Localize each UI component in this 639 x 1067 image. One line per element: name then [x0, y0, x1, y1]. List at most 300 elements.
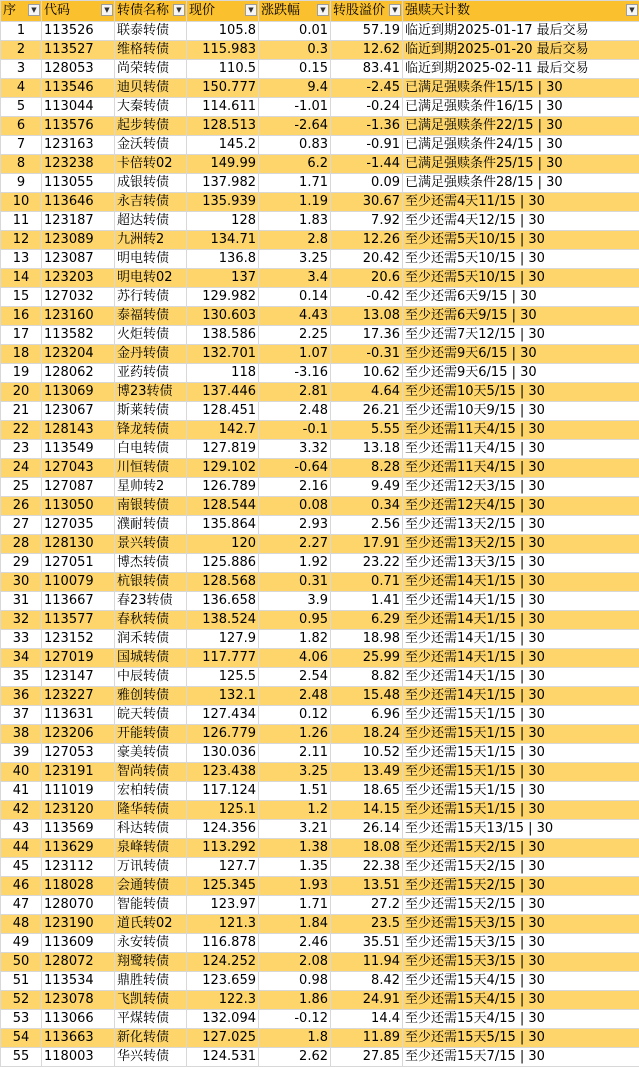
cell-count[interactable]: 已满足强赎条件16/15 | 30 [403, 98, 639, 117]
cell-count[interactable]: 至少还需10天9/15 | 30 [403, 402, 639, 421]
cell-price[interactable]: 149.99 [187, 155, 259, 174]
cell-code[interactable]: 123238 [42, 155, 115, 174]
cell-price[interactable]: 128.568 [187, 573, 259, 592]
cell-change[interactable]: 2.62 [259, 1048, 331, 1067]
cell-code[interactable]: 113576 [42, 117, 115, 136]
cell-premium[interactable]: 26.14 [331, 820, 403, 839]
cell-count[interactable]: 已满足强赎条件22/15 | 30 [403, 117, 639, 136]
cell-count[interactable]: 至少还需15天3/15 | 30 [403, 915, 639, 934]
cell-code[interactable]: 111019 [42, 782, 115, 801]
cell-name[interactable]: 苏行转债 [115, 288, 187, 307]
cell-price[interactable]: 127.7 [187, 858, 259, 877]
cell-idx[interactable]: 25 [1, 478, 42, 497]
cell-name[interactable]: 锋龙转债 [115, 421, 187, 440]
cell-change[interactable]: 3.21 [259, 820, 331, 839]
cell-change[interactable]: 0.83 [259, 136, 331, 155]
cell-premium[interactable]: 27.85 [331, 1048, 403, 1067]
cell-name[interactable]: 九洲转2 [115, 231, 187, 250]
cell-price[interactable]: 132.094 [187, 1010, 259, 1029]
cell-code[interactable]: 113549 [42, 440, 115, 459]
cell-change[interactable]: 2.8 [259, 231, 331, 250]
cell-price[interactable]: 137 [187, 269, 259, 288]
cell-idx[interactable]: 18 [1, 345, 42, 364]
cell-idx[interactable]: 29 [1, 554, 42, 573]
cell-change[interactable]: 1.71 [259, 174, 331, 193]
cell-change[interactable]: 0.98 [259, 972, 331, 991]
cell-price[interactable]: 124.531 [187, 1048, 259, 1067]
cell-idx[interactable]: 5 [1, 98, 42, 117]
cell-name[interactable]: 白电转债 [115, 440, 187, 459]
cell-name[interactable]: 宏柏转债 [115, 782, 187, 801]
cell-premium[interactable]: 12.62 [331, 41, 403, 60]
cell-count[interactable]: 至少还需14天1/15 | 30 [403, 668, 639, 687]
cell-code[interactable]: 113582 [42, 326, 115, 345]
cell-name[interactable]: 火炬转债 [115, 326, 187, 345]
cell-code[interactable]: 123112 [42, 858, 115, 877]
cell-premium[interactable]: 9.49 [331, 478, 403, 497]
cell-change[interactable]: 2.48 [259, 402, 331, 421]
cell-change[interactable]: 0.01 [259, 22, 331, 41]
cell-idx[interactable]: 23 [1, 440, 42, 459]
cell-change[interactable]: 1.26 [259, 725, 331, 744]
cell-name[interactable]: 道氏转02 [115, 915, 187, 934]
cell-price[interactable]: 129.982 [187, 288, 259, 307]
cell-change[interactable]: 3.25 [259, 250, 331, 269]
cell-code[interactable]: 128072 [42, 953, 115, 972]
cell-premium[interactable]: 26.21 [331, 402, 403, 421]
cell-price[interactable]: 142.7 [187, 421, 259, 440]
cell-idx[interactable]: 44 [1, 839, 42, 858]
cell-idx[interactable]: 53 [1, 1010, 42, 1029]
cell-count[interactable]: 至少还需4天11/15 | 30 [403, 193, 639, 212]
cell-change[interactable]: 2.81 [259, 383, 331, 402]
cell-name[interactable]: 川恒转债 [115, 459, 187, 478]
cell-price[interactable]: 127.025 [187, 1029, 259, 1048]
cell-change[interactable]: 2.25 [259, 326, 331, 345]
cell-name[interactable]: 南银转债 [115, 497, 187, 516]
cell-code[interactable]: 123120 [42, 801, 115, 820]
cell-code[interactable]: 118003 [42, 1048, 115, 1067]
cell-premium[interactable]: 14.15 [331, 801, 403, 820]
cell-change[interactable]: 0.3 [259, 41, 331, 60]
cell-name[interactable]: 超达转债 [115, 212, 187, 231]
cell-idx[interactable]: 35 [1, 668, 42, 687]
cell-price[interactable]: 113.292 [187, 839, 259, 858]
cell-premium[interactable]: 23.5 [331, 915, 403, 934]
cell-count[interactable]: 至少还需12天4/15 | 30 [403, 497, 639, 516]
cell-count[interactable]: 至少还需9天6/15 | 30 [403, 345, 639, 364]
cell-idx[interactable]: 30 [1, 573, 42, 592]
cell-code[interactable]: 128070 [42, 896, 115, 915]
cell-premium[interactable]: 11.94 [331, 953, 403, 972]
cell-premium[interactable]: 0.09 [331, 174, 403, 193]
cell-price[interactable]: 128.513 [187, 117, 259, 136]
cell-count[interactable]: 至少还需15天2/15 | 30 [403, 896, 639, 915]
cell-price[interactable]: 134.71 [187, 231, 259, 250]
cell-code[interactable]: 113069 [42, 383, 115, 402]
cell-code[interactable]: 113066 [42, 1010, 115, 1029]
cell-price[interactable]: 122.3 [187, 991, 259, 1010]
cell-premium[interactable]: -2.45 [331, 79, 403, 98]
cell-count[interactable]: 至少还需14天1/15 | 30 [403, 611, 639, 630]
cell-price[interactable]: 127.434 [187, 706, 259, 725]
cell-code[interactable]: 123204 [42, 345, 115, 364]
cell-name[interactable]: 维格转债 [115, 41, 187, 60]
cell-name[interactable]: 明电转02 [115, 269, 187, 288]
cell-idx[interactable]: 50 [1, 953, 42, 972]
cell-count[interactable]: 已满足强赎条件24/15 | 30 [403, 136, 639, 155]
cell-premium[interactable]: 18.24 [331, 725, 403, 744]
cell-code[interactable]: 127087 [42, 478, 115, 497]
cell-premium[interactable]: -1.44 [331, 155, 403, 174]
cell-price[interactable]: 121.3 [187, 915, 259, 934]
cell-name[interactable]: 科达转债 [115, 820, 187, 839]
cell-code[interactable]: 123152 [42, 630, 115, 649]
cell-name[interactable]: 春秋转债 [115, 611, 187, 630]
cell-count[interactable]: 至少还需14天1/15 | 30 [403, 630, 639, 649]
cell-code[interactable]: 123187 [42, 212, 115, 231]
cell-idx[interactable]: 46 [1, 877, 42, 896]
cell-name[interactable]: 博杰转债 [115, 554, 187, 573]
cell-count[interactable]: 至少还需15天4/15 | 30 [403, 1010, 639, 1029]
cell-name[interactable]: 智尚转债 [115, 763, 187, 782]
cell-premium[interactable]: 10.52 [331, 744, 403, 763]
cell-code[interactable]: 127043 [42, 459, 115, 478]
cell-count[interactable]: 至少还需15天1/15 | 30 [403, 801, 639, 820]
cell-idx[interactable]: 1 [1, 22, 42, 41]
filter-dropdown-icon[interactable]: ▼ [173, 4, 185, 16]
cell-premium[interactable]: 1.41 [331, 592, 403, 611]
cell-name[interactable]: 平煤转债 [115, 1010, 187, 1029]
cell-change[interactable]: 1.86 [259, 991, 331, 1010]
filter-dropdown-icon[interactable]: ▼ [317, 4, 329, 16]
cell-price[interactable]: 135.939 [187, 193, 259, 212]
cell-code[interactable]: 113055 [42, 174, 115, 193]
cell-idx[interactable]: 6 [1, 117, 42, 136]
cell-name[interactable]: 飞凯转债 [115, 991, 187, 1010]
cell-price[interactable]: 123.659 [187, 972, 259, 991]
cell-change[interactable]: 1.8 [259, 1029, 331, 1048]
cell-idx[interactable]: 39 [1, 744, 42, 763]
cell-count[interactable]: 至少还需15天2/15 | 30 [403, 877, 639, 896]
cell-name[interactable]: 华兴转债 [115, 1048, 187, 1067]
cell-idx[interactable]: 45 [1, 858, 42, 877]
cell-count[interactable]: 至少还需15天7/15 | 30 [403, 1048, 639, 1067]
cell-code[interactable]: 123163 [42, 136, 115, 155]
cell-count[interactable]: 至少还需11天4/15 | 30 [403, 440, 639, 459]
cell-premium[interactable]: 15.48 [331, 687, 403, 706]
cell-change[interactable]: 3.4 [259, 269, 331, 288]
cell-change[interactable]: 1.84 [259, 915, 331, 934]
cell-premium[interactable]: 57.19 [331, 22, 403, 41]
cell-count[interactable]: 至少还需13天2/15 | 30 [403, 516, 639, 535]
cell-price[interactable]: 128.544 [187, 497, 259, 516]
cell-price[interactable]: 130.603 [187, 307, 259, 326]
cell-idx[interactable]: 9 [1, 174, 42, 193]
cell-premium[interactable]: 27.2 [331, 896, 403, 915]
cell-change[interactable]: 1.93 [259, 877, 331, 896]
cell-idx[interactable]: 14 [1, 269, 42, 288]
cell-code[interactable]: 113646 [42, 193, 115, 212]
cell-code[interactable]: 113577 [42, 611, 115, 630]
cell-price[interactable]: 125.886 [187, 554, 259, 573]
cell-premium[interactable]: 30.67 [331, 193, 403, 212]
cell-idx[interactable]: 52 [1, 991, 42, 1010]
cell-name[interactable]: 斯莱转债 [115, 402, 187, 421]
cell-count[interactable]: 至少还需15天1/15 | 30 [403, 744, 639, 763]
cell-name[interactable]: 金沃转债 [115, 136, 187, 155]
cell-name[interactable]: 新化转债 [115, 1029, 187, 1048]
cell-count[interactable]: 至少还需7天12/15 | 30 [403, 326, 639, 345]
cell-code[interactable]: 127032 [42, 288, 115, 307]
cell-change[interactable]: 3.32 [259, 440, 331, 459]
cell-name[interactable]: 翔鹭转债 [115, 953, 187, 972]
cell-count[interactable]: 至少还需11天4/15 | 30 [403, 421, 639, 440]
cell-count[interactable]: 至少还需6天9/15 | 30 [403, 288, 639, 307]
cell-change[interactable]: 4.06 [259, 649, 331, 668]
cell-code[interactable]: 127051 [42, 554, 115, 573]
cell-name[interactable]: 国城转债 [115, 649, 187, 668]
cell-count[interactable]: 临近到期2025-02-11 最后交易 [403, 60, 639, 79]
cell-change[interactable]: -0.1 [259, 421, 331, 440]
cell-change[interactable]: 2.54 [259, 668, 331, 687]
cell-name[interactable]: 迪贝转债 [115, 79, 187, 98]
cell-change[interactable]: 0.31 [259, 573, 331, 592]
cell-code[interactable]: 113663 [42, 1029, 115, 1048]
cell-code[interactable]: 113527 [42, 41, 115, 60]
cell-idx[interactable]: 28 [1, 535, 42, 554]
cell-premium[interactable]: 83.41 [331, 60, 403, 79]
cell-count[interactable]: 至少还需13天2/15 | 30 [403, 535, 639, 554]
cell-count[interactable]: 至少还需5天10/15 | 30 [403, 269, 639, 288]
cell-price[interactable]: 123.438 [187, 763, 259, 782]
cell-code[interactable]: 123160 [42, 307, 115, 326]
cell-change[interactable]: 1.71 [259, 896, 331, 915]
cell-price[interactable]: 128.451 [187, 402, 259, 421]
cell-idx[interactable]: 27 [1, 516, 42, 535]
cell-premium[interactable]: -1.36 [331, 117, 403, 136]
cell-idx[interactable]: 17 [1, 326, 42, 345]
cell-premium[interactable]: 4.64 [331, 383, 403, 402]
cell-code[interactable]: 123078 [42, 991, 115, 1010]
cell-change[interactable]: 2.27 [259, 535, 331, 554]
cell-name[interactable]: 永安转债 [115, 934, 187, 953]
cell-premium[interactable]: 0.71 [331, 573, 403, 592]
cell-name[interactable]: 鼎胜转债 [115, 972, 187, 991]
cell-premium[interactable]: 6.29 [331, 611, 403, 630]
cell-code[interactable]: 113629 [42, 839, 115, 858]
cell-name[interactable]: 会通转债 [115, 877, 187, 896]
cell-count[interactable]: 至少还需13天3/15 | 30 [403, 554, 639, 573]
cell-price[interactable]: 125.5 [187, 668, 259, 687]
cell-idx[interactable]: 33 [1, 630, 42, 649]
cell-premium[interactable]: 24.91 [331, 991, 403, 1010]
cell-change[interactable]: 1.83 [259, 212, 331, 231]
cell-name[interactable]: 尚荣转债 [115, 60, 187, 79]
cell-count[interactable]: 至少还需14天1/15 | 30 [403, 649, 639, 668]
cell-name[interactable]: 雅创转债 [115, 687, 187, 706]
cell-change[interactable]: 2.46 [259, 934, 331, 953]
cell-idx[interactable]: 40 [1, 763, 42, 782]
cell-code[interactable]: 123067 [42, 402, 115, 421]
cell-count[interactable]: 已满足强赎条件15/15 | 30 [403, 79, 639, 98]
cell-price[interactable]: 137.446 [187, 383, 259, 402]
cell-price[interactable]: 126.779 [187, 725, 259, 744]
cell-price[interactable]: 117.124 [187, 782, 259, 801]
cell-change[interactable]: -3.16 [259, 364, 331, 383]
cell-code[interactable]: 123191 [42, 763, 115, 782]
cell-price[interactable]: 110.5 [187, 60, 259, 79]
cell-count[interactable]: 至少还需5天10/15 | 30 [403, 231, 639, 250]
cell-price[interactable]: 126.789 [187, 478, 259, 497]
cell-price[interactable]: 150.777 [187, 79, 259, 98]
cell-name[interactable]: 中辰转债 [115, 668, 187, 687]
cell-code[interactable]: 113609 [42, 934, 115, 953]
cell-name[interactable]: 泉峰转债 [115, 839, 187, 858]
cell-count[interactable]: 临近到期2025-01-17 最后交易 [403, 22, 639, 41]
cell-count[interactable]: 至少还需14天1/15 | 30 [403, 687, 639, 706]
filter-dropdown-icon[interactable]: ▼ [626, 4, 638, 16]
cell-idx[interactable]: 41 [1, 782, 42, 801]
cell-code[interactable]: 123147 [42, 668, 115, 687]
cell-code[interactable]: 113050 [42, 497, 115, 516]
cell-price[interactable]: 128 [187, 212, 259, 231]
cell-premium[interactable]: 13.08 [331, 307, 403, 326]
cell-price[interactable]: 132.1 [187, 687, 259, 706]
cell-name[interactable]: 卡倍转02 [115, 155, 187, 174]
cell-code[interactable]: 113044 [42, 98, 115, 117]
cell-change[interactable]: -0.12 [259, 1010, 331, 1029]
cell-premium[interactable]: 13.49 [331, 763, 403, 782]
cell-price[interactable]: 118 [187, 364, 259, 383]
cell-name[interactable]: 亚药转债 [115, 364, 187, 383]
cell-idx[interactable]: 15 [1, 288, 42, 307]
cell-code[interactable]: 127053 [42, 744, 115, 763]
cell-change[interactable]: 1.82 [259, 630, 331, 649]
cell-code[interactable]: 128130 [42, 535, 115, 554]
cell-code[interactable]: 127019 [42, 649, 115, 668]
cell-change[interactable]: 2.48 [259, 687, 331, 706]
cell-change[interactable]: 0.14 [259, 288, 331, 307]
cell-change[interactable]: 1.92 [259, 554, 331, 573]
cell-count[interactable]: 至少还需15天3/15 | 30 [403, 953, 639, 972]
cell-name[interactable]: 永吉转债 [115, 193, 187, 212]
cell-name[interactable]: 博23转债 [115, 383, 187, 402]
cell-name[interactable]: 隆华转债 [115, 801, 187, 820]
cell-idx[interactable]: 12 [1, 231, 42, 250]
cell-change[interactable]: 0.15 [259, 60, 331, 79]
cell-code[interactable]: 118028 [42, 877, 115, 896]
cell-premium[interactable]: -0.24 [331, 98, 403, 117]
cell-name[interactable]: 智能转债 [115, 896, 187, 915]
cell-premium[interactable]: 12.26 [331, 231, 403, 250]
cell-code[interactable]: 127035 [42, 516, 115, 535]
cell-count[interactable]: 至少还需5天10/15 | 30 [403, 250, 639, 269]
cell-premium[interactable]: 20.6 [331, 269, 403, 288]
cell-change[interactable]: 1.2 [259, 801, 331, 820]
cell-change[interactable]: 4.43 [259, 307, 331, 326]
cell-code[interactable]: 113569 [42, 820, 115, 839]
cell-code[interactable]: 123190 [42, 915, 115, 934]
cell-price[interactable]: 116.878 [187, 934, 259, 953]
cell-premium[interactable]: -0.31 [331, 345, 403, 364]
cell-change[interactable]: 1.19 [259, 193, 331, 212]
cell-change[interactable]: 9.4 [259, 79, 331, 98]
cell-change[interactable]: 1.07 [259, 345, 331, 364]
cell-change[interactable]: 1.51 [259, 782, 331, 801]
cell-idx[interactable]: 20 [1, 383, 42, 402]
cell-change[interactable]: 2.93 [259, 516, 331, 535]
cell-count[interactable]: 至少还需4天12/15 | 30 [403, 212, 639, 231]
cell-premium[interactable]: 18.98 [331, 630, 403, 649]
cell-change[interactable]: 0.12 [259, 706, 331, 725]
cell-code[interactable]: 113526 [42, 22, 115, 41]
cell-premium[interactable]: 22.38 [331, 858, 403, 877]
cell-change[interactable]: 2.16 [259, 478, 331, 497]
cell-count[interactable]: 至少还需11天4/15 | 30 [403, 459, 639, 478]
cell-count[interactable]: 临近到期2025-01-20 最后交易 [403, 41, 639, 60]
cell-premium[interactable]: 8.42 [331, 972, 403, 991]
cell-idx[interactable]: 13 [1, 250, 42, 269]
cell-premium[interactable]: 0.34 [331, 497, 403, 516]
cell-name[interactable]: 泰福转债 [115, 307, 187, 326]
cell-idx[interactable]: 21 [1, 402, 42, 421]
cell-name[interactable]: 春23转债 [115, 592, 187, 611]
cell-price[interactable]: 127.9 [187, 630, 259, 649]
cell-name[interactable]: 起步转债 [115, 117, 187, 136]
cell-price[interactable]: 114.611 [187, 98, 259, 117]
cell-price[interactable]: 130.036 [187, 744, 259, 763]
cell-idx[interactable]: 34 [1, 649, 42, 668]
cell-price[interactable]: 137.982 [187, 174, 259, 193]
cell-code[interactable]: 110079 [42, 573, 115, 592]
cell-count[interactable]: 已满足强赎条件28/15 | 30 [403, 174, 639, 193]
cell-price[interactable]: 124.252 [187, 953, 259, 972]
cell-idx[interactable]: 11 [1, 212, 42, 231]
cell-change[interactable]: 3.9 [259, 592, 331, 611]
cell-name[interactable]: 开能转债 [115, 725, 187, 744]
cell-name[interactable]: 大秦转债 [115, 98, 187, 117]
cell-idx[interactable]: 47 [1, 896, 42, 915]
cell-idx[interactable]: 54 [1, 1029, 42, 1048]
cell-price[interactable]: 132.701 [187, 345, 259, 364]
filter-dropdown-icon[interactable]: ▼ [389, 4, 401, 16]
cell-idx[interactable]: 51 [1, 972, 42, 991]
cell-name[interactable]: 成银转债 [115, 174, 187, 193]
cell-premium[interactable]: 18.08 [331, 839, 403, 858]
cell-price[interactable]: 125.345 [187, 877, 259, 896]
cell-code[interactable]: 128143 [42, 421, 115, 440]
cell-premium[interactable]: 18.65 [331, 782, 403, 801]
cell-change[interactable]: 0.95 [259, 611, 331, 630]
cell-name[interactable]: 豪美转债 [115, 744, 187, 763]
cell-name[interactable]: 杭银转债 [115, 573, 187, 592]
cell-name[interactable]: 润禾转债 [115, 630, 187, 649]
cell-price[interactable]: 115.983 [187, 41, 259, 60]
cell-premium[interactable]: 2.56 [331, 516, 403, 535]
cell-price[interactable]: 145.2 [187, 136, 259, 155]
cell-idx[interactable]: 32 [1, 611, 42, 630]
cell-price[interactable]: 124.356 [187, 820, 259, 839]
cell-premium[interactable]: 14.4 [331, 1010, 403, 1029]
cell-price[interactable]: 138.586 [187, 326, 259, 345]
cell-premium[interactable]: 25.99 [331, 649, 403, 668]
cell-count[interactable]: 至少还需15天4/15 | 30 [403, 972, 639, 991]
cell-change[interactable]: 1.35 [259, 858, 331, 877]
cell-premium[interactable]: 17.91 [331, 535, 403, 554]
cell-code[interactable]: 123227 [42, 687, 115, 706]
cell-premium[interactable]: 23.22 [331, 554, 403, 573]
